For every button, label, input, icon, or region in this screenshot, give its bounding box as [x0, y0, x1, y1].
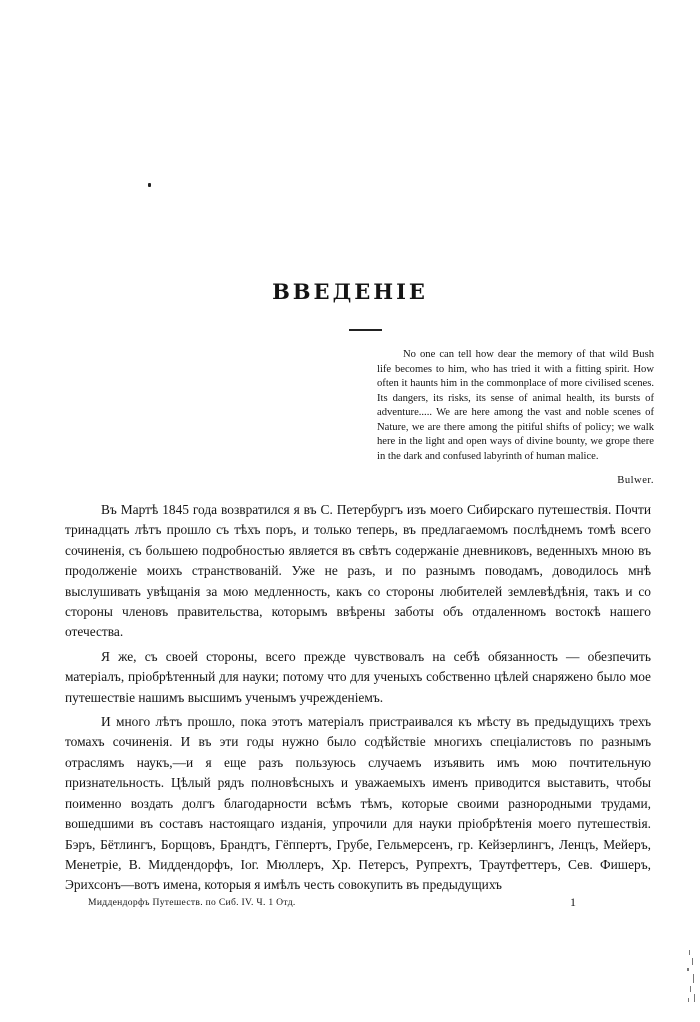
paragraph-1: Въ Мартѣ 1845 года возвратился я въ С. Петербургъ изъ моего Сибирскаго путешествія. Почти тринадцать лѣтъ прошло съ тѣхъ поръ, и только теперь, въ предлагаемомъ послѣднемъ томѣ всего сочиненія, съ большею подробностью является въ свѣтъ содержаніе дневниковъ, веденныхъ мною въ продолженіе моихъ странствованій. Уже не разъ, и по разнымъ поводамъ, доводилось мнѣ выслушивать увѣщанія за мою медленность, какъ со стороны любителей землевѣдѣнія, такъ и со стороны членовъ правительства, которымъ ввѣрены заботы объ отдаленномъ востокѣ нашего отечества. [65, 502, 651, 640]
paragraph-3: И много лѣтъ прошло, пока этотъ матеріалъ пристраивался къ мѣсту въ предыдущихъ трехъ томахъ сочиненія. И въ эти годы нужно было содѣйствіе многихъ спеціалистовъ по разнымъ отраслямъ наукъ,—и я еще разъ пользуюсь случаемъ изъявить имъ мою почтительную признательность. Цѣлый рядъ полновѣсныхъ и уважаемыхъ именъ приводится выставить, чтобы поименно воздать долгъ благодарности всѣмъ тѣмъ, которые своими разнородными трудами, вошедшими въ составъ настоящаго изданія, упрочили для науки пріобрѣтенія моего путешествія. Бэръ, Бётлингъ, Борщовъ, Брандтъ, Гёппертъ, Грубе, Гельмерсенъ, гр. Кейзерлингъ, Ленцъ, Мейеръ, Менетріе, В. Миддендорфъ, Іог. Мюллеръ, Хр. Петерсъ, Рупрехтъ, Траутфеттеръ, Сев. Фишеръ, Эрихсонъ—вотъ имена, которыя я имѣлъ честь совокупить въ предыдущихъ [65, 714, 651, 893]
epigraph-text: No one can tell how dear the memory of that wild Bush life becomes to him, who has tried it with a fitting spirit. How often it haunts him in the commonplace of more civilised scenes. Its dangers, its risks, its sense of animal health, its bursts of adventure..... We are here among the vast and noble scenes of Nature, we are there among the pitiful shifts of policy; we walk here in the light and open ways of divine bounty, we grope there in the dark and confused labyrinth of human malice. [377, 349, 654, 462]
sheet-number: 1 [570, 895, 576, 909]
main-text [65, 500, 651, 900]
paragraph-2: Я же, съ своей стороны, всего прежде чувствовалъ на себѣ обязанность — обезпечить матеріалъ, пріобрѣтенный для науки; потому что для ученыхъ собственно цѣлей снаряжено было мое путешествіе нашимъ высшимъ ученымъ учрежденіемъ. [65, 648, 651, 705]
printer-signature: Миддендорфъ Путешеств. по Сиб. IV. Ч. 1 Отд. [88, 897, 296, 908]
ink-speck [148, 183, 151, 187]
chapter-title: ВВЕДЕНIЕ [272, 279, 428, 304]
epigraph-author: Bulwer. [617, 475, 654, 486]
scan-edge-noise [675, 948, 697, 1008]
title-divider [349, 329, 382, 331]
